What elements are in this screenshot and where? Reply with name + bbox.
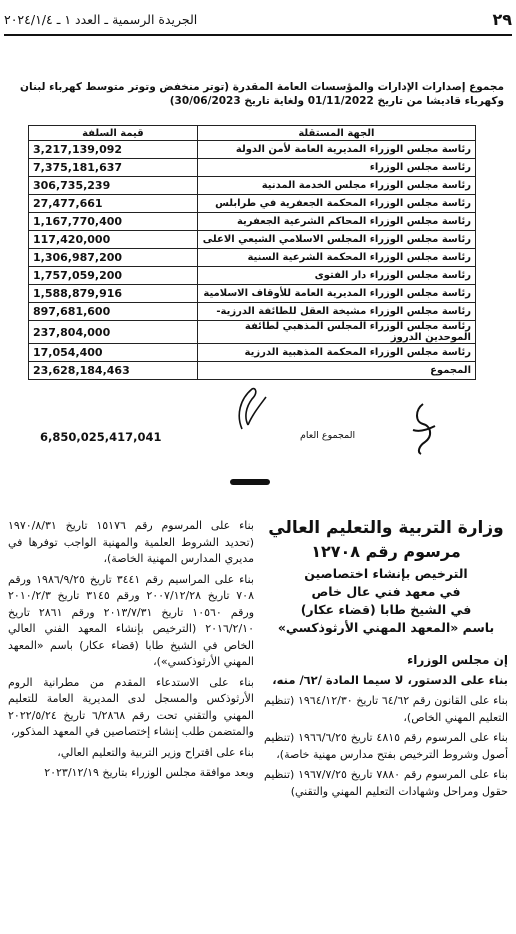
- entity-cell: رئاسة مجلس الوزراء المحكمة المذهبية الدرزية: [197, 344, 475, 362]
- entity-cell: رئاسة مجلس الوزراء مجلس الخدمة المدنية: [197, 177, 475, 195]
- decree-subject-line: الترخيص بإنشاء اختصاصين: [304, 566, 468, 581]
- signature-image: [222, 385, 272, 433]
- table-row: [29, 159, 476, 177]
- table-row: [29, 303, 476, 321]
- amount-cell: 1,306,987,200: [29, 249, 198, 267]
- recital-paragraph: بناء على اقتراح وزير التربية والتعليم العالي،: [57, 745, 254, 759]
- amount-cell: 3,217,139,092: [29, 141, 198, 159]
- grand-total-label: المجموع العام: [300, 430, 356, 441]
- page-number: ٢٩: [492, 9, 512, 29]
- decree-left-column: [8, 518, 254, 786]
- entity-cell: رئاسة مجلس الوزراء دار الفتوى: [197, 267, 475, 285]
- recital-paragraph: بناء على المرسوم رقم ٧٨٨٠ تاريخ ١٩٦٧/٧/٢٥ (تنظيم حقول ومراحل وشهادات التعليم المهني والتقني): [264, 768, 508, 798]
- signature-image: [405, 400, 441, 456]
- table-row: [29, 267, 476, 285]
- entity-cell: رئاسة مجلس الوزراء المجلس المذهبي لطائفة الموحدين الدروز: [197, 321, 475, 344]
- amount-cell: 7,375,181,637: [29, 159, 198, 177]
- entity-cell: رئاسة مجلس الوزراء: [197, 159, 475, 177]
- grand-total-amount: 6,850,025,417,041: [40, 430, 162, 444]
- amount-cell: 1,167,770,400: [29, 213, 198, 231]
- decree-subject-line: باسم «المعهد المهني الأرثوذكسي»: [277, 620, 495, 635]
- amount-cell: 27,477,661: [29, 195, 198, 213]
- decree-subject-line: في معهد فني عال خاص: [311, 584, 461, 599]
- table-row: [29, 195, 476, 213]
- amount-cell: 306,735,239: [29, 177, 198, 195]
- entity-cell: رئاسة مجلس الوزراء مشيخة العقل للطائفة الدرزية-: [197, 303, 475, 321]
- amount-cell: 17,054,400: [29, 344, 198, 362]
- running-title: الجريدة الرسمية ـ العدد ١ ـ ٢٠٢٤/١/٤: [4, 11, 198, 27]
- advances-table: [28, 125, 476, 380]
- recital-paragraph: بناء على المرسوم رقم ١٥١٧٦ تاريخ ١٩٧٠/٨/٣١ (تحديد الشروط العلمية والمهنية الواجب توفرها في مديري المدارس المهنية الخاصة)،: [8, 519, 254, 565]
- report-title: مجموع إصدارات الإدارات والمؤسسات العامة المقدرة (توتر منخفض وتوتر متوسط كهرباء لبنان وكهرباء قاديشا من تاريخ 01/11/2022 ولغاية تاريخ 30/06/2023): [20, 81, 504, 107]
- recital-paragraph: بناء على الاستدعاء المقدم من مطرانية الروم الأرثوذكس والمسجل لدى المديرية العامة للتعليم المهني والتقني تحت رقم ٦/٢٨٦٨ تاريخ ٢٠٢٢/٥/٢٤ والمتضمن طلب إنشاء إختصاصين في المعهد المذكور،: [8, 675, 254, 738]
- entity-cell: رئاسة مجلس الوزراء المديرية العامة لأمن الدولة: [197, 141, 475, 159]
- amount-cell: 1,757,059,200: [29, 267, 198, 285]
- amount-cell: 897,681,600: [29, 303, 198, 321]
- table-row: [29, 177, 476, 195]
- ministry-title: وزارة التربية والتعليم العالي: [268, 518, 504, 538]
- col-header-entity: الجهة المستقلة: [197, 126, 475, 141]
- recital-paragraph: وبعد موافقة مجلس الوزراء بتاريخ ٢٠٢٣/١٢/١٩: [44, 766, 254, 779]
- amount-cell: 1,588,879,916: [29, 285, 198, 303]
- entity-cell: رئاسة مجلس الوزراء المديرية العامة للأوقاف الاسلامية: [197, 285, 475, 303]
- page-header: [4, 4, 512, 36]
- total-label: المجموع: [197, 362, 475, 380]
- decree-subject-line: في الشيخ طابا (قضاء عكار): [300, 602, 472, 617]
- recital-paragraph: بناء على المراسيم رقم ٣٤٤١ تاريخ ١٩٨٦/٩/٢٥ ورقم ٧٠٨ تاريخ ٢٠٠٧/١٢/٢٨ ورقم ٣١٤٥ تاريخ ٢٠١٠/٢/٣ ورقم ١٠٥٦٠ تاريخ ٢٠١٣/٧/٣١ ورقم ٢٨٦١ تاريخ ٢٠١٦/٢/١٠ (الترخيص بإنشاء المعهد الفني العالي الخاص في الشيخ طابا (قضاء عكار) باسم «المعهد المهني الأرثوذكسي»)،: [8, 572, 255, 668]
- entity-cell: رئاسة مجلس الوزراء المحكمة الجعفرية في طرابلس: [197, 195, 475, 213]
- entity-cell: رئاسة مجلس الوزراء المحاكم الشرعية الجعفرية: [197, 213, 475, 231]
- col-header-amount: قيمة السلفة: [29, 126, 198, 141]
- recital-paragraph: بناء على المرسوم رقم ٤٨١٥ تاريخ ١٩٦٦/٦/٢٥ (تنظيم أصول وشروط الترخيص بفتح مدارس مهنية خاصة)،: [264, 731, 508, 761]
- table-row: [29, 344, 476, 362]
- table-header-row: [29, 126, 476, 141]
- council-heading: إن مجلس الوزراء: [407, 653, 508, 667]
- table-row: [29, 321, 476, 344]
- recital-paragraph: بناء على القانون رقم ٦٤/٦٢ تاريخ ١٩٦٤/١٢/٣٠ (تنظيم التعليم المهني الخاص)،: [264, 694, 508, 724]
- decree-number: مرسوم رقم ١٢٧٠٨: [311, 542, 461, 561]
- table-row: [29, 285, 476, 303]
- amount-cell: 237,804,000: [29, 321, 198, 344]
- table-row: [29, 231, 476, 249]
- total-amount: 23,628,184,463: [29, 362, 198, 380]
- entity-cell: رئاسة مجلس الوزراء المجلس الاسلامي الشيعي الاعلى: [197, 231, 475, 249]
- table-row: [29, 141, 476, 159]
- table-row: [29, 249, 476, 267]
- entity-cell: رئاسة مجلس الوزراء المحكمة الشرعية السنية: [197, 249, 475, 267]
- constitution-clause: بناء على الدستور، لا سيما المادة /٦٢/ منه،: [272, 673, 508, 687]
- section-separator: [230, 479, 270, 485]
- table-row: [29, 213, 476, 231]
- total-row: [29, 362, 476, 380]
- decree-right-column: [264, 518, 508, 804]
- amount-cell: 117,420,000: [29, 231, 198, 249]
